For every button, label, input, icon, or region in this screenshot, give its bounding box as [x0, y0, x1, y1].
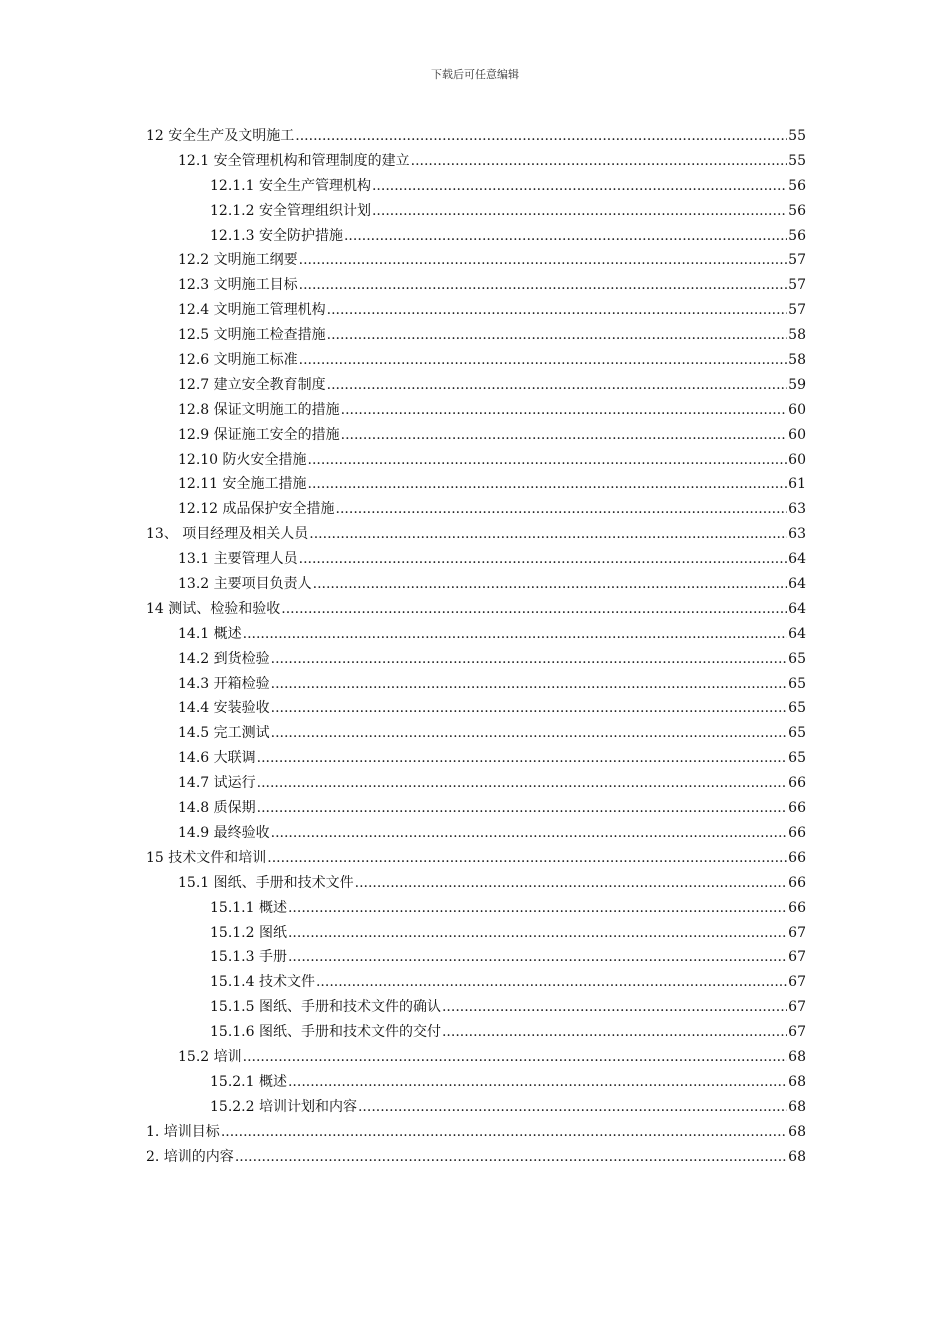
toc-leader-dots: [271, 672, 788, 697]
toc-leader-dots: [267, 846, 787, 871]
toc-entry-page-number: 67: [788, 924, 806, 941]
toc-entry-page-number: 56: [788, 177, 806, 194]
toc-leader-dots: [327, 323, 788, 348]
toc-entry-page-number: 64: [788, 625, 806, 642]
toc-entry-title: 15.1.6 图纸、手册和技术文件的交付: [210, 1024, 441, 1041]
toc-entry[interactable]: [146, 472, 806, 497]
toc-entry-title: 15.2.2 培训计划和内容: [210, 1098, 357, 1115]
toc-entry-page-number: 68: [788, 1098, 806, 1115]
toc-entry-page-number: 57: [788, 252, 806, 269]
toc-leader-dots: [316, 970, 787, 995]
toc-entry-page-number: 68: [788, 1123, 806, 1140]
toc-entry-page-number: 67: [788, 999, 806, 1016]
toc-entry-page-number: 65: [788, 725, 806, 742]
toc-leader-dots: [372, 174, 787, 199]
toc-entry-page-number: 57: [788, 277, 806, 294]
toc-entry-page-number: 55: [788, 152, 806, 169]
toc-leader-dots: [221, 1120, 787, 1145]
toc-entry[interactable]: [146, 1070, 806, 1095]
toc-entry-title: 12 安全生产及文明施工: [146, 128, 295, 144]
toc-entry-page-number: 66: [788, 824, 806, 841]
toc-entry-page-number: 59: [788, 376, 806, 393]
toc-leader-dots: [257, 746, 788, 771]
toc-entry[interactable]: [146, 572, 806, 597]
toc-entry-page-number: 63: [788, 501, 806, 518]
toc-leader-dots: [341, 398, 788, 423]
toc-leader-dots: [271, 821, 788, 846]
toc-leader-dots: [308, 472, 788, 497]
toc-entry-title: 12.5 文明施工检查措施: [178, 327, 326, 344]
toc-entry[interactable]: [146, 921, 806, 946]
toc-entry[interactable]: [146, 547, 806, 572]
toc-entry-title: 12.9 保证施工安全的措施: [178, 426, 340, 443]
toc-entry[interactable]: [146, 622, 806, 647]
toc-entry[interactable]: [146, 149, 806, 174]
toc-leader-dots: [309, 522, 787, 547]
toc-entry-title: 15.1.3 手册: [210, 949, 287, 966]
toc-entry-page-number: 58: [788, 327, 806, 344]
toc-leader-dots: [295, 124, 787, 149]
toc-entry-title: 12.3 文明施工目标: [178, 277, 298, 294]
toc-entry-title: 14 测试、检验和验收: [146, 600, 281, 617]
toc-entry-page-number: 60: [788, 426, 806, 443]
toc-entry-page-number: 60: [788, 401, 806, 418]
toc-entry-page-number: 58: [788, 352, 806, 369]
toc-entry-page-number: 66: [788, 775, 806, 792]
toc-entry[interactable]: [146, 1120, 806, 1145]
toc-entry[interactable]: [146, 647, 806, 672]
toc-entry-title: 2. 培训的内容: [146, 1148, 234, 1165]
toc-entry-page-number: 67: [788, 974, 806, 991]
toc-entry-page-number: 67: [788, 1024, 806, 1041]
toc-entry-title: 14.6 大联调: [178, 750, 256, 767]
toc-entry[interactable]: [146, 871, 806, 896]
toc-entry[interactable]: [146, 522, 806, 547]
toc-entry-title: 14.4 安装验收: [178, 700, 270, 717]
toc-leader-dots: [344, 224, 787, 249]
toc-leader-dots: [299, 248, 788, 273]
toc-leader-dots: [288, 921, 787, 946]
toc-entry-title: 15.2.1 概述: [210, 1073, 287, 1090]
toc-entry-page-number: 55: [788, 128, 806, 144]
toc-leader-dots: [271, 721, 788, 746]
toc-entry-page-number: 57: [788, 302, 806, 319]
toc-leader-dots: [281, 597, 787, 622]
toc-leader-dots: [308, 448, 788, 473]
toc-entry-title: 1. 培训目标: [146, 1123, 220, 1140]
toc-entry-page-number: 65: [788, 750, 806, 767]
toc-leader-dots: [243, 1045, 788, 1070]
toc-entry-page-number: 56: [788, 202, 806, 219]
toc-entry[interactable]: [146, 373, 806, 398]
toc-entry[interactable]: [146, 323, 806, 348]
toc-entry-title: 13.1 主要管理人员: [178, 551, 298, 568]
toc-entry-page-number: 63: [788, 526, 806, 543]
toc-leader-dots: [313, 572, 788, 597]
toc-leader-dots: [235, 1145, 787, 1170]
toc-leader-dots: [271, 647, 788, 672]
toc-entry-page-number: 66: [788, 899, 806, 916]
toc-leader-dots: [442, 995, 787, 1020]
toc-entry[interactable]: [146, 398, 806, 423]
toc-entry-page-number: 56: [788, 227, 806, 244]
toc-leader-dots: [288, 1070, 787, 1095]
toc-entry[interactable]: [146, 846, 806, 871]
toc-entry-page-number: 68: [788, 1148, 806, 1165]
toc-leader-dots: [299, 348, 788, 373]
toc-entry-title: 14.2 到货检验: [178, 650, 270, 667]
toc-leader-dots: [271, 696, 788, 721]
toc-entry[interactable]: [146, 821, 806, 846]
toc-entry[interactable]: [146, 348, 806, 373]
toc-leader-dots: [411, 149, 788, 174]
toc-entry[interactable]: [146, 696, 806, 721]
toc-entry-title: 12.1.2 安全管理组织计划: [210, 202, 371, 219]
toc-leader-dots: [288, 896, 787, 921]
toc-entry-page-number: 66: [788, 800, 806, 817]
toc-entry[interactable]: [146, 746, 806, 771]
toc-entry[interactable]: [146, 1095, 806, 1120]
toc-entry-title: 12.6 文明施工标准: [178, 352, 298, 369]
toc-leader-dots: [257, 771, 788, 796]
toc-entry-title: 15 技术文件和培训: [146, 849, 267, 866]
toc-entry[interactable]: [146, 199, 806, 224]
toc-entry-page-number: 64: [788, 576, 806, 593]
toc-entry-title: 15.1.2 图纸: [210, 924, 287, 941]
toc-entry[interactable]: [146, 273, 806, 298]
toc-entry-page-number: 60: [788, 451, 806, 468]
toc-entry-title: 12.10 防火安全措施: [178, 451, 307, 468]
toc-entry[interactable]: [146, 672, 806, 697]
toc-entry[interactable]: [146, 248, 806, 273]
toc-entry-page-number: 65: [788, 675, 806, 692]
toc-entry[interactable]: [146, 721, 806, 746]
toc-entry[interactable]: [146, 497, 806, 522]
toc-entry[interactable]: [146, 174, 806, 199]
toc-entry-title: 15.2 培训: [178, 1048, 242, 1065]
toc-entry[interactable]: [146, 896, 806, 921]
toc-entry-title: 12.7 建立安全教育制度: [178, 376, 326, 393]
toc-entry[interactable]: [146, 224, 806, 249]
toc-entry-title: 12.4 文明施工管理机构: [178, 302, 326, 319]
toc-entry-page-number: 64: [788, 600, 806, 617]
toc-entry-page-number: 68: [788, 1048, 806, 1065]
toc-entry[interactable]: [146, 970, 806, 995]
toc-entry-page-number: 67: [788, 949, 806, 966]
toc-entry-title: 14.8 质保期: [178, 800, 256, 817]
toc-entry[interactable]: [146, 448, 806, 473]
page-header: 下载后可任意编辑: [431, 68, 519, 81]
toc-entry-title: 12.1.3 安全防护措施: [210, 227, 343, 244]
toc-entry-title: 12.1 安全管理机构和管理制度的建立: [178, 152, 410, 169]
toc-leader-dots: [355, 871, 788, 896]
toc-entry-title: 12.12 成品保护安全措施: [178, 501, 335, 518]
toc-entry-title: 14.9 最终验收: [178, 824, 270, 841]
toc-entry[interactable]: [146, 995, 806, 1020]
toc-entry-title: 15.1.1 概述: [210, 899, 287, 916]
toc-entry[interactable]: [146, 1045, 806, 1070]
toc-entry-page-number: 61: [788, 476, 806, 493]
toc-entry[interactable]: [146, 597, 806, 622]
toc-entry-page-number: 66: [788, 874, 806, 891]
toc-entry-page-number: 64: [788, 551, 806, 568]
toc-entry-title: 12.8 保证文明施工的措施: [178, 401, 340, 418]
toc-entry[interactable]: [146, 423, 806, 448]
toc-leader-dots: [336, 497, 788, 522]
toc-entry-title: 14.1 概述: [178, 625, 242, 642]
table-of-contents: [146, 124, 806, 1169]
toc-leader-dots: [299, 273, 788, 298]
toc-leader-dots: [327, 298, 788, 323]
toc-entry-title: 12.1.1 安全生产管理机构: [210, 177, 371, 194]
toc-entry-title: 14.7 试运行: [178, 775, 256, 792]
toc-entry-page-number: 65: [788, 700, 806, 717]
toc-entry-title: 12.11 安全施工措施: [178, 476, 307, 493]
toc-entry-title: 15.1.5 图纸、手册和技术文件的确认: [210, 999, 441, 1016]
toc-entry-title: 14.5 完工测试: [178, 725, 270, 742]
toc-entry[interactable]: [146, 771, 806, 796]
toc-leader-dots: [442, 1020, 787, 1045]
toc-entry[interactable]: [146, 945, 806, 970]
toc-entry[interactable]: [146, 1145, 806, 1170]
toc-leader-dots: [327, 373, 788, 398]
toc-entry[interactable]: [146, 796, 806, 821]
toc-entry-title: 12.2 文明施工纲要: [178, 252, 298, 269]
toc-entry-title: 15.1 图纸、手册和技术文件: [178, 874, 354, 891]
toc-leader-dots: [257, 796, 788, 821]
toc-leader-dots: [341, 423, 788, 448]
toc-entry-title: 14.3 开箱检验: [178, 675, 270, 692]
toc-entry-page-number: 66: [788, 849, 806, 866]
toc-entry[interactable]: [146, 1020, 806, 1045]
toc-entry-page-number: 65: [788, 650, 806, 667]
toc-entry-page-number: 68: [788, 1073, 806, 1090]
toc-leader-dots: [243, 622, 788, 647]
toc-entry-title: 13、 项目经理及相关人员: [146, 526, 309, 543]
toc-leader-dots: [299, 547, 788, 572]
toc-entry-title: 15.1.4 技术文件: [210, 974, 315, 991]
toc-entry[interactable]: [146, 124, 806, 149]
toc-entry[interactable]: [146, 298, 806, 323]
toc-leader-dots: [288, 945, 787, 970]
toc-leader-dots: [358, 1095, 787, 1120]
toc-leader-dots: [372, 199, 787, 224]
toc-entry-title: 13.2 主要项目负责人: [178, 576, 312, 593]
